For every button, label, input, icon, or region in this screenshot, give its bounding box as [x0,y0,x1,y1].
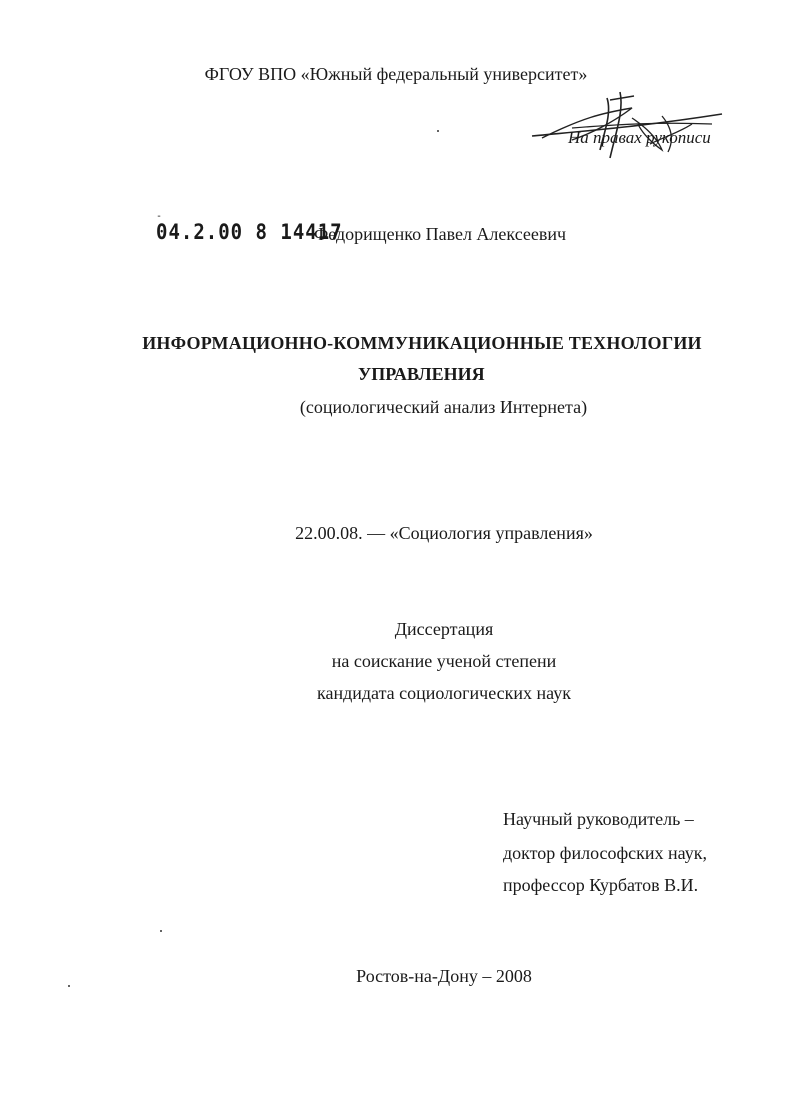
university-name: ФГОУ ВПО «Южный федеральный университет» [204,64,588,84]
scan-speck [160,930,162,932]
supervisor-name: профессор Курбатов В.И. [503,875,699,895]
manuscript-rights-note: На правах рукописи [568,128,711,147]
dissertation-title-line2: УПРАВЛЕНИЯ [358,364,485,384]
supervisor-degree: доктор философских наук, [503,843,707,863]
scan-speck [437,130,439,132]
dissertation-title-line1: ИНФОРМАЦИОННО-КОММУНИКАЦИОННЫЕ ТЕХНОЛОГИИ [142,333,702,353]
degree-name: кандидата социологических наук [317,683,571,703]
scan-speck [68,985,70,987]
degree-line: на соискание ученой степени [331,651,557,671]
specialty-code: 22.00.08. — «Социология управления» [295,523,593,543]
dissertation-subtitle: (социологический анализ Интернета) [299,397,588,417]
city-year: Ростов-на-Дону – 2008 [356,966,532,986]
registration-stamp-mark: - [156,211,163,222]
supervisor-label: Научный руководитель – [503,809,694,829]
dissertation-label: Диссертация [394,619,494,639]
registration-stamp-number: 04.2.00 8 14417 [156,220,343,245]
author-name: Федорищенко Павел Алексеевич [314,224,567,244]
